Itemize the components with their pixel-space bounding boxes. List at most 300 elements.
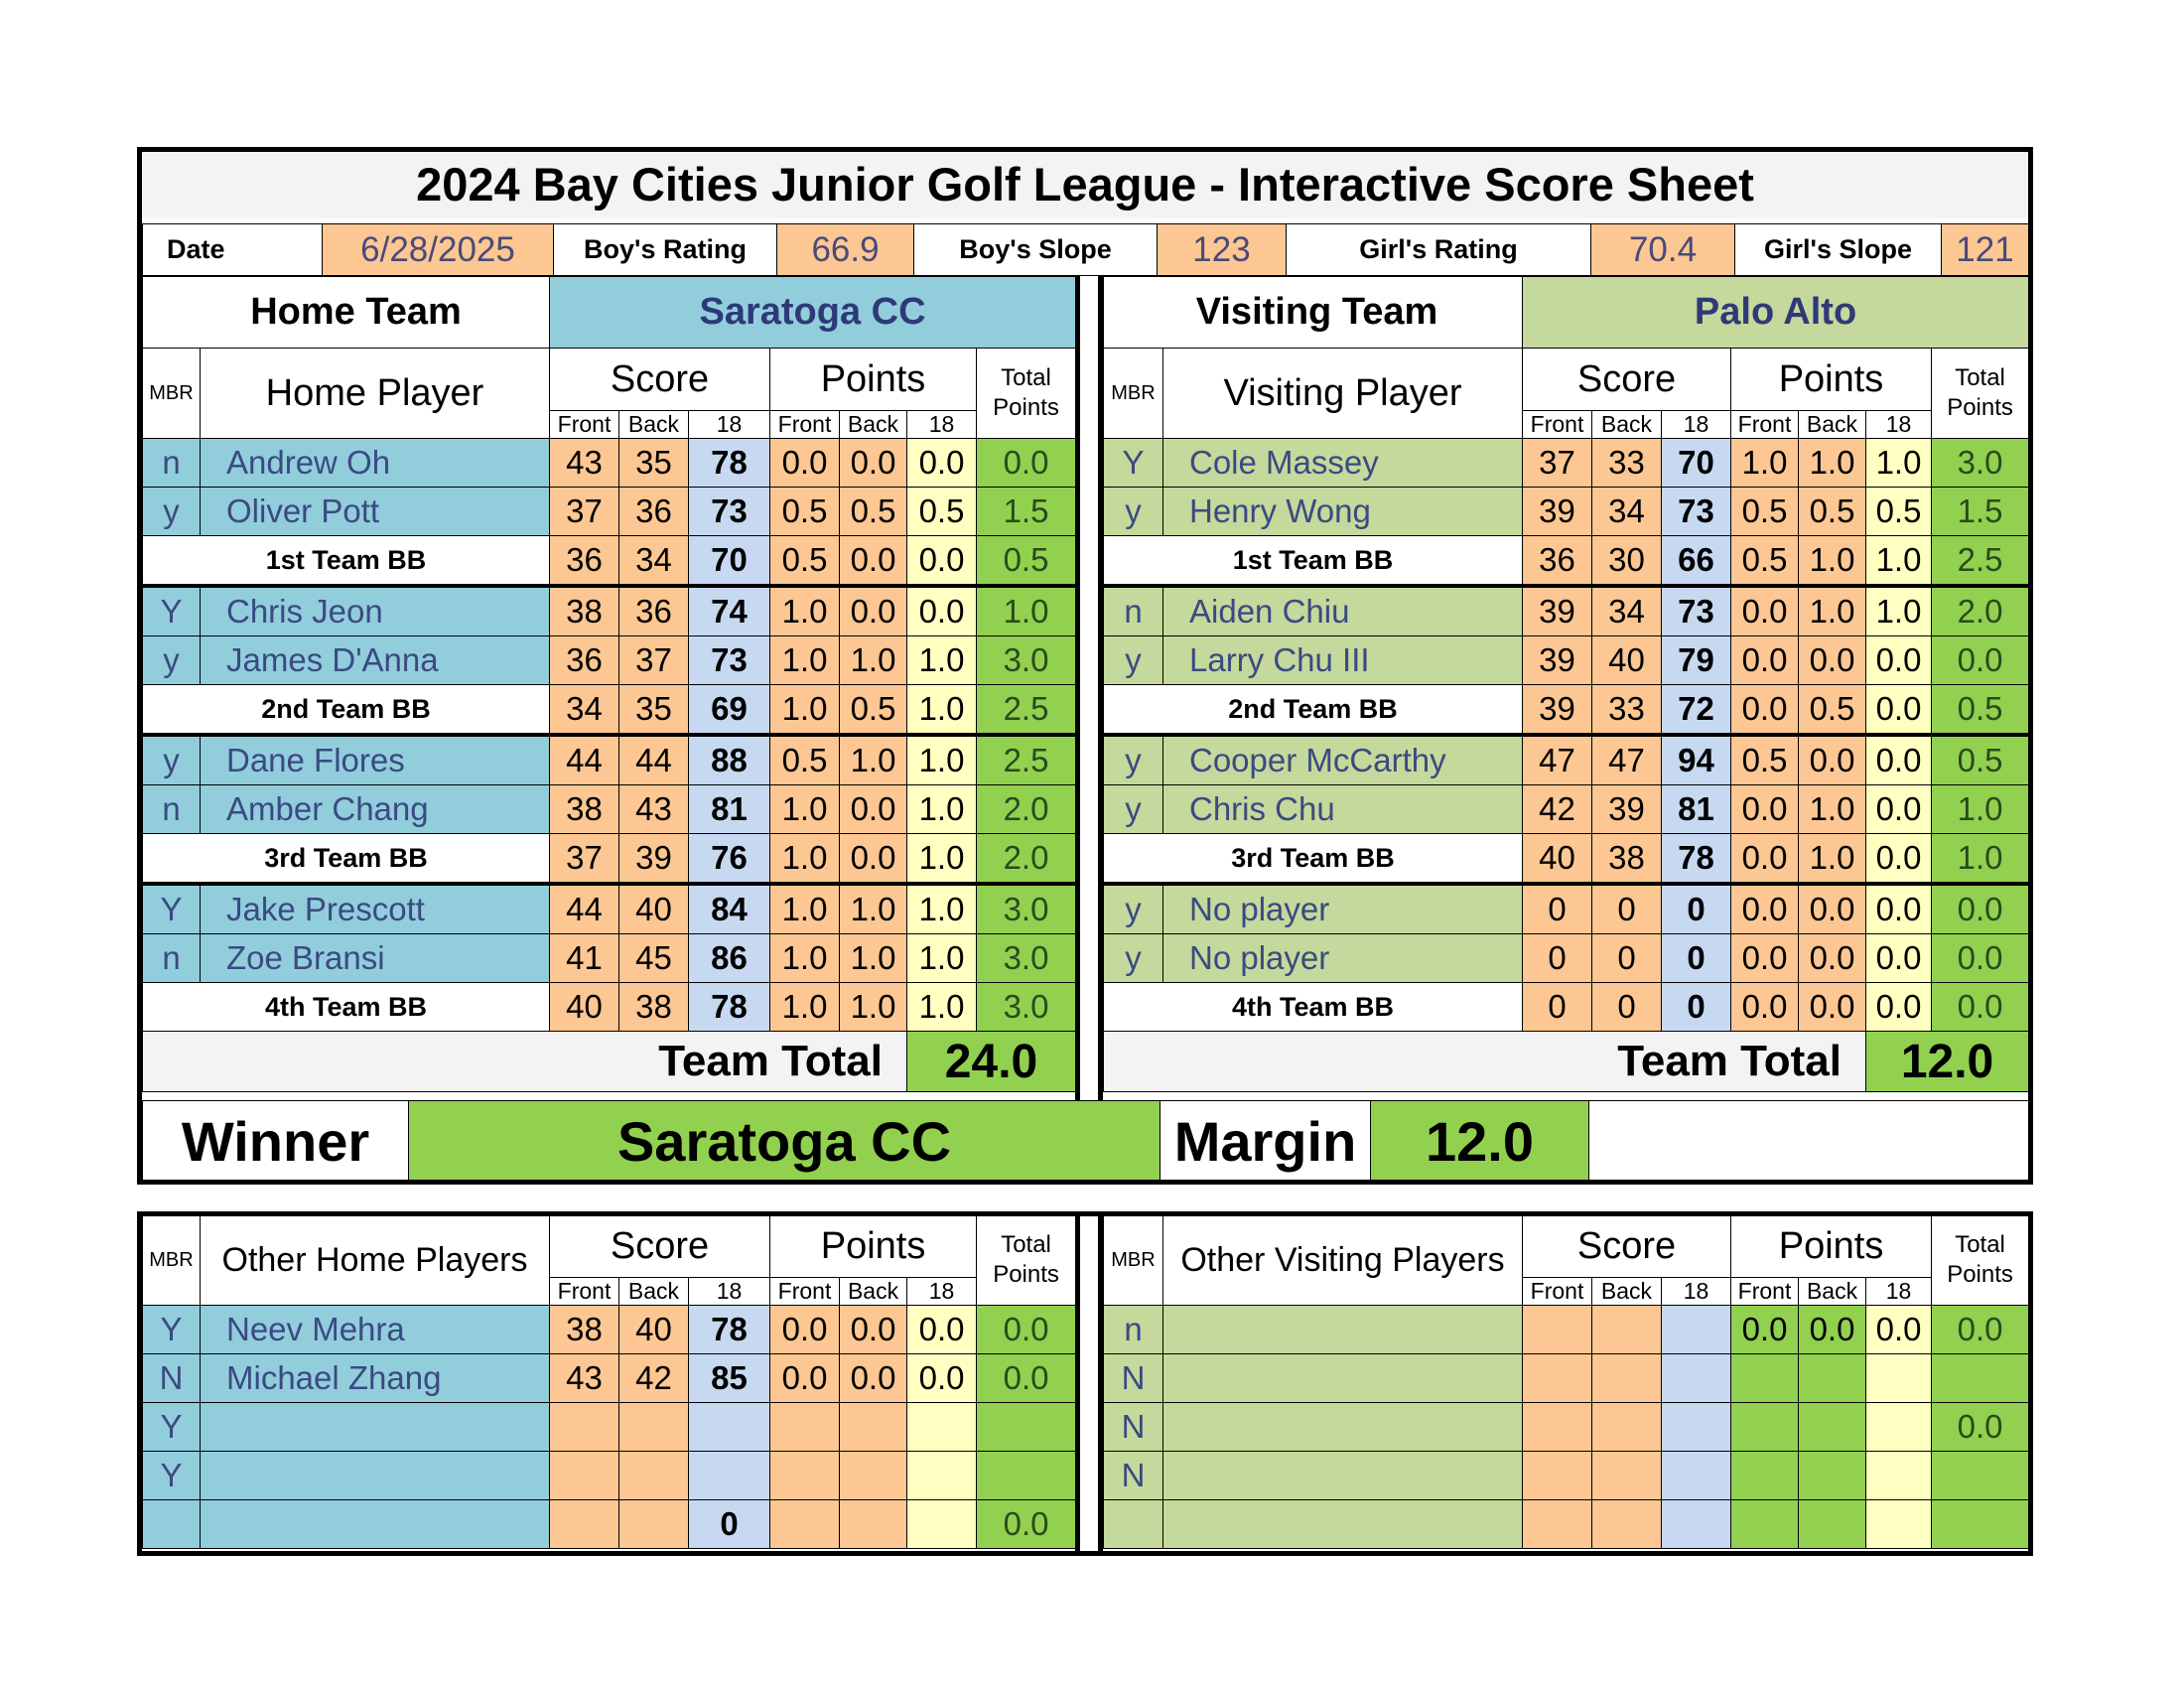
front-score-cell[interactable]: 44: [550, 735, 619, 785]
hole18-points-cell: [907, 1452, 977, 1500]
hole18-points-cell: [907, 1403, 977, 1452]
front-score-cell[interactable]: 40: [550, 983, 619, 1032]
back-points-cell: 1.0: [1799, 536, 1866, 587]
player-name-cell[interactable]: Cooper McCarthy: [1163, 735, 1523, 785]
hole18-points-cell: 0.0: [1866, 685, 1932, 736]
hole18-points-cell: 1.0: [907, 785, 977, 834]
mbr-cell[interactable]: n: [143, 439, 201, 488]
mbr-cell[interactable]: y: [1104, 785, 1163, 834]
front-header: Front: [1523, 1278, 1592, 1306]
total-points-cell: 3.0: [977, 983, 1076, 1032]
total-score-cell: [1662, 1306, 1731, 1354]
mbr-cell[interactable]: Y: [1104, 439, 1163, 488]
boys-slope-label: Boy's Slope: [914, 224, 1158, 276]
back-score-cell[interactable]: 34: [1592, 488, 1662, 536]
back-score-cell[interactable]: 0: [1592, 884, 1662, 934]
back-score-cell[interactable]: [619, 1500, 689, 1549]
team-best-ball-row: [143, 983, 1076, 1032]
back-score-cell[interactable]: [1592, 1306, 1662, 1354]
back-points-cell: [840, 1452, 907, 1500]
player-name-cell[interactable]: Chris Chu: [1163, 785, 1523, 834]
player-name-cell[interactable]: [201, 1500, 550, 1549]
player-row: [1104, 934, 2029, 983]
mbr-cell[interactable]: Y: [143, 1452, 201, 1500]
player-name-cell[interactable]: No player: [1163, 934, 1523, 983]
hole18-header: 18: [689, 411, 770, 439]
hole18-points-cell: 0.0: [907, 586, 977, 636]
front-points-cell: 0.0: [1731, 934, 1799, 983]
back-points-cell: 0.5: [1799, 685, 1866, 736]
total-score-cell: 66: [1662, 536, 1731, 587]
back-header: Back: [1799, 411, 1866, 439]
front-points-cell: 0.5: [1731, 536, 1799, 587]
total-score-cell: 0: [1662, 884, 1731, 934]
back-score-cell[interactable]: [1592, 1403, 1662, 1452]
team-best-ball-label: 4th Team BB: [143, 983, 550, 1032]
visiting-team-total: 12.0: [1866, 1032, 2029, 1092]
back-points-cell: [840, 1403, 907, 1452]
player-name-cell[interactable]: No player: [1163, 884, 1523, 934]
player-name-cell[interactable]: Dane Flores: [201, 735, 550, 785]
back-score-cell[interactable]: 36: [619, 488, 689, 536]
total-points-header: Total Points: [1932, 1215, 2029, 1306]
front-points-cell: 0.0: [770, 1306, 840, 1354]
front-score-cell[interactable]: 37: [550, 834, 619, 885]
front-header: Front: [550, 411, 619, 439]
mbr-cell[interactable]: n: [143, 785, 201, 834]
team-best-ball-row: [143, 536, 1076, 587]
hole18-points-cell: 0.0: [1866, 785, 1932, 834]
total-score-cell: [689, 1403, 770, 1452]
total-score-cell: [689, 1452, 770, 1500]
back-score-cell[interactable]: 0: [1592, 983, 1662, 1032]
front-points-cell: 0.0: [1731, 884, 1799, 934]
mbr-cell[interactable]: n: [1104, 1306, 1163, 1354]
total-score-cell: 0: [689, 1500, 770, 1549]
front-score-cell[interactable]: 0: [1523, 934, 1592, 983]
hole18-header: 18: [907, 411, 977, 439]
hole18-points-cell: 0.0: [1866, 636, 1932, 685]
player-name-cell[interactable]: James D'Anna: [201, 636, 550, 685]
mbr-cell[interactable]: Y: [143, 586, 201, 636]
front-header: Front: [1731, 411, 1799, 439]
back-points-cell: [1799, 1452, 1866, 1500]
total-points-cell: 0.0: [1932, 934, 2029, 983]
front-score-cell[interactable]: 38: [550, 586, 619, 636]
player-name-cell[interactable]: Henry Wong: [1163, 488, 1523, 536]
back-score-cell[interactable]: 47: [1592, 735, 1662, 785]
front-points-cell: 0.0: [770, 439, 840, 488]
total-points-cell: [1932, 1500, 2029, 1549]
front-score-cell[interactable]: 36: [1523, 536, 1592, 587]
hole18-header: 18: [1662, 1278, 1731, 1306]
other-home-players-header: Other Home Players: [201, 1215, 550, 1306]
total-score-cell: [1662, 1403, 1731, 1452]
player-name-cell[interactable]: Oliver Pott: [201, 488, 550, 536]
score-sheet-table: [139, 149, 2031, 218]
mbr-cell[interactable]: Y: [143, 1306, 201, 1354]
back-points-cell: 0.0: [840, 586, 907, 636]
score-header: Score: [550, 1215, 770, 1278]
winner-value: Saratoga CC: [409, 1101, 1160, 1182]
mbr-cell[interactable]: y: [1104, 735, 1163, 785]
total-points-cell: 3.0: [1932, 439, 2029, 488]
mbr-cell[interactable]: y: [1104, 488, 1163, 536]
back-score-cell[interactable]: 0: [1592, 934, 1662, 983]
back-score-cell[interactable]: 40: [619, 1306, 689, 1354]
hole18-points-cell: 1.0: [1866, 586, 1932, 636]
player-row: [143, 586, 1076, 636]
back-score-cell[interactable]: [1592, 1452, 1662, 1500]
front-score-cell[interactable]: 43: [550, 1354, 619, 1403]
back-score-cell[interactable]: 35: [619, 685, 689, 736]
total-score-cell: 73: [1662, 586, 1731, 636]
back-points-cell: [1799, 1403, 1866, 1452]
player-name-cell[interactable]: Aiden Chiu: [1163, 586, 1523, 636]
back-score-cell[interactable]: 39: [619, 834, 689, 885]
back-score-cell[interactable]: 34: [1592, 586, 1662, 636]
player-name-cell[interactable]: [1163, 1403, 1523, 1452]
back-score-cell[interactable]: 30: [1592, 536, 1662, 587]
player-name-cell[interactable]: [1163, 1500, 1523, 1549]
front-score-cell[interactable]: [550, 1403, 619, 1452]
back-score-cell[interactable]: 44: [619, 735, 689, 785]
total-points-cell: 2.0: [1932, 586, 2029, 636]
home-team-name[interactable]: Saratoga CC: [550, 277, 1076, 349]
team-best-ball-label: 2nd Team BB: [1104, 685, 1523, 736]
home-team-total-label: Team Total: [143, 1032, 907, 1092]
back-points-cell: 0.0: [840, 536, 907, 587]
back-points-cell: 0.0: [840, 834, 907, 885]
player-row: [1104, 1354, 2029, 1403]
total-points-header: Total Points: [1932, 349, 2029, 439]
mbr-cell[interactable]: y: [1104, 884, 1163, 934]
front-score-cell[interactable]: 39: [1523, 685, 1592, 736]
mbr-cell[interactable]: N: [1104, 1452, 1163, 1500]
player-row: [1104, 884, 2029, 934]
hole18-points-cell: 0.0: [1866, 884, 1932, 934]
back-score-cell[interactable]: 38: [1592, 834, 1662, 885]
mbr-cell[interactable]: y: [143, 735, 201, 785]
back-points-cell: 1.0: [840, 636, 907, 685]
total-points-cell: 2.0: [977, 785, 1076, 834]
total-points-cell: 2.5: [977, 735, 1076, 785]
total-points-cell: 0.5: [977, 536, 1076, 587]
home-team-total: 24.0: [907, 1032, 1076, 1092]
boys-slope-field[interactable]: 123: [1158, 224, 1287, 276]
points-header: Points: [770, 1215, 977, 1278]
front-score-cell[interactable]: 43: [550, 439, 619, 488]
home-team-label: Home Team: [143, 277, 550, 349]
total-points-cell: 0.0: [1932, 1306, 2029, 1354]
hole18-points-cell: 0.0: [907, 536, 977, 587]
player-name-cell[interactable]: Chris Jeon: [201, 586, 550, 636]
mbr-cell[interactable]: n: [143, 934, 201, 983]
player-row: [143, 1306, 1076, 1354]
back-score-cell[interactable]: 45: [619, 934, 689, 983]
front-header: Front: [770, 1278, 840, 1306]
visiting-team-total-label: Team Total: [1104, 1032, 1866, 1092]
team-best-ball-label: 1st Team BB: [1104, 536, 1523, 587]
front-score-cell[interactable]: [1523, 1306, 1592, 1354]
mbr-cell[interactable]: N: [1104, 1354, 1163, 1403]
total-score-cell: 81: [689, 785, 770, 834]
back-score-cell[interactable]: 40: [619, 884, 689, 934]
player-row: [1104, 1500, 2029, 1549]
front-score-cell[interactable]: 0: [1523, 884, 1592, 934]
lower-divider: [1075, 1214, 1103, 1553]
player-name-cell[interactable]: Cole Massey: [1163, 439, 1523, 488]
hole18-points-cell: 1.0: [907, 884, 977, 934]
front-score-cell[interactable]: 37: [550, 488, 619, 536]
total-points-cell: 2.5: [1932, 536, 2029, 587]
back-points-cell: 1.0: [1799, 439, 1866, 488]
mbr-cell[interactable]: N: [143, 1354, 201, 1403]
front-score-cell[interactable]: 41: [550, 934, 619, 983]
front-score-cell[interactable]: 47: [1523, 735, 1592, 785]
back-score-cell[interactable]: 37: [619, 636, 689, 685]
front-score-cell[interactable]: [1523, 1354, 1592, 1403]
back-score-cell[interactable]: 38: [619, 983, 689, 1032]
hole18-points-cell: 0.0: [907, 1306, 977, 1354]
total-score-cell: 0: [1662, 983, 1731, 1032]
player-name-cell[interactable]: Larry Chu III: [1163, 636, 1523, 685]
back-score-cell[interactable]: 34: [619, 536, 689, 587]
total-score-cell: 74: [689, 586, 770, 636]
team-best-ball-row: [143, 834, 1076, 885]
front-score-cell[interactable]: 36: [550, 636, 619, 685]
team-best-ball-label: 3rd Team BB: [1104, 834, 1523, 885]
front-score-cell[interactable]: 39: [1523, 488, 1592, 536]
back-points-cell: 0.0: [840, 439, 907, 488]
mbr-cell[interactable]: y: [143, 636, 201, 685]
total-score-cell: 88: [689, 735, 770, 785]
front-header: Front: [1523, 411, 1592, 439]
hole18-points-cell: 0.0: [1866, 1306, 1932, 1354]
home-team-table: [142, 276, 1076, 1092]
front-score-cell[interactable]: 34: [550, 685, 619, 736]
player-row: [143, 488, 1076, 536]
player-name-cell[interactable]: [1163, 1306, 1523, 1354]
player-name-cell[interactable]: [1163, 1354, 1523, 1403]
front-points-cell: 1.0: [770, 934, 840, 983]
front-points-cell: [1731, 1403, 1799, 1452]
hole18-points-cell: [907, 1500, 977, 1549]
hole18-points-cell: 1.0: [907, 636, 977, 685]
player-name-cell[interactable]: Michael Zhang: [201, 1354, 550, 1403]
total-points-cell: 3.0: [977, 934, 1076, 983]
player-name-cell[interactable]: Andrew Oh: [201, 439, 550, 488]
course-info-row: [142, 223, 2029, 276]
girls-slope-label: Girl's Slope: [1735, 224, 1942, 276]
front-points-cell: 1.0: [770, 636, 840, 685]
total-points-cell: 2.0: [977, 834, 1076, 885]
front-header: Front: [550, 1278, 619, 1306]
player-row: [143, 785, 1076, 834]
player-row: [143, 1452, 1076, 1500]
back-score-cell[interactable]: 35: [619, 439, 689, 488]
back-header: Back: [1799, 1278, 1866, 1306]
hole18-points-cell: 1.0: [1866, 439, 1932, 488]
back-points-cell: 0.0: [840, 1354, 907, 1403]
mbr-cell[interactable]: y: [143, 488, 201, 536]
total-points-cell: 0.0: [1932, 983, 2029, 1032]
back-points-cell: 0.0: [1799, 735, 1866, 785]
back-score-cell[interactable]: [1592, 1500, 1662, 1549]
front-points-cell: [1731, 1500, 1799, 1549]
total-points-cell: 3.0: [977, 884, 1076, 934]
player-name-cell[interactable]: [201, 1403, 550, 1452]
mbr-cell[interactable]: [1104, 1500, 1163, 1549]
total-points-cell: [977, 1452, 1076, 1500]
hole18-points-cell: 0.0: [907, 1354, 977, 1403]
player-name-cell[interactable]: [201, 1452, 550, 1500]
player-name-cell[interactable]: Jake Prescott: [201, 884, 550, 934]
back-score-cell[interactable]: 43: [619, 785, 689, 834]
front-score-cell[interactable]: [550, 1500, 619, 1549]
player-row: [143, 1403, 1076, 1452]
back-score-cell[interactable]: 36: [619, 586, 689, 636]
front-points-cell: 0.5: [770, 735, 840, 785]
front-score-cell[interactable]: 40: [1523, 834, 1592, 885]
total-points-cell: 0.5: [1932, 685, 2029, 736]
player-row: [143, 439, 1076, 488]
girls-slope-field[interactable]: 121: [1942, 224, 2029, 276]
front-score-cell[interactable]: 44: [550, 884, 619, 934]
player-name-cell[interactable]: [1163, 1452, 1523, 1500]
total-points-cell: [1932, 1452, 2029, 1500]
back-score-cell[interactable]: [619, 1403, 689, 1452]
hole18-header: 18: [907, 1278, 977, 1306]
back-header: Back: [619, 1278, 689, 1306]
mbr-cell[interactable]: N: [1104, 1403, 1163, 1452]
visiting-team-name[interactable]: Palo Alto: [1523, 277, 2029, 349]
front-score-cell[interactable]: 42: [1523, 785, 1592, 834]
mbr-cell[interactable]: Y: [143, 884, 201, 934]
back-score-cell[interactable]: 33: [1592, 439, 1662, 488]
back-score-cell[interactable]: 40: [1592, 636, 1662, 685]
points-header: Points: [770, 349, 977, 411]
front-points-cell: [770, 1452, 840, 1500]
back-points-cell: 0.5: [1799, 488, 1866, 536]
back-points-cell: 0.5: [840, 685, 907, 736]
mbr-cell[interactable]: [143, 1500, 201, 1549]
mbr-cell[interactable]: n: [1104, 586, 1163, 636]
points-header: Points: [1731, 1215, 1932, 1278]
mbr-cell[interactable]: y: [1104, 934, 1163, 983]
back-points-cell: 0.5: [840, 488, 907, 536]
front-points-cell: 0.0: [1731, 834, 1799, 885]
winner-row: [142, 1100, 2029, 1182]
mbr-cell[interactable]: Y: [143, 1403, 201, 1452]
player-row: [1104, 586, 2029, 636]
boys-rating-label: Boy's Rating: [554, 224, 777, 276]
back-score-cell[interactable]: [619, 1452, 689, 1500]
front-score-cell[interactable]: [550, 1452, 619, 1500]
back-score-cell[interactable]: 33: [1592, 685, 1662, 736]
total-points-cell: 0.0: [977, 1306, 1076, 1354]
front-score-cell[interactable]: 38: [550, 785, 619, 834]
back-score-cell[interactable]: [1592, 1354, 1662, 1403]
girls-rating-field[interactable]: 70.4: [1591, 224, 1735, 276]
hole18-points-cell: [1866, 1354, 1932, 1403]
hole18-points-cell: [1866, 1452, 1932, 1500]
player-name-cell[interactable]: Amber Chang: [201, 785, 550, 834]
front-score-cell[interactable]: 36: [550, 536, 619, 587]
front-score-cell[interactable]: 0: [1523, 983, 1592, 1032]
mbr-header: MBR: [1104, 349, 1163, 439]
front-points-cell: 1.0: [770, 685, 840, 736]
total-score-cell: 94: [1662, 735, 1731, 785]
middle-divider: [1075, 276, 1103, 1100]
player-row: [1104, 1306, 2029, 1354]
player-name-cell[interactable]: Neev Mehra: [201, 1306, 550, 1354]
back-points-cell: 1.0: [1799, 834, 1866, 885]
front-points-cell: 1.0: [770, 983, 840, 1032]
back-points-cell: [1799, 1354, 1866, 1403]
hole18-points-cell: 0.0: [1866, 983, 1932, 1032]
blank-cell: [1589, 1101, 2029, 1182]
front-score-cell[interactable]: [1523, 1452, 1592, 1500]
hole18-header: 18: [1866, 1278, 1932, 1306]
boys-rating-field[interactable]: 66.9: [777, 224, 914, 276]
team-best-ball-label: 2nd Team BB: [143, 685, 550, 736]
mbr-header: MBR: [1104, 1215, 1163, 1306]
front-score-cell[interactable]: 39: [1523, 586, 1592, 636]
total-points-cell: 1.5: [1932, 488, 2029, 536]
back-points-cell: [1799, 1500, 1866, 1549]
back-points-cell: 1.0: [840, 934, 907, 983]
total-points-cell: 0.0: [977, 1354, 1076, 1403]
team-best-ball-row: [143, 685, 1076, 736]
player-row: [143, 636, 1076, 685]
front-score-cell[interactable]: [1523, 1500, 1592, 1549]
back-score-cell[interactable]: 42: [619, 1354, 689, 1403]
front-score-cell[interactable]: 39: [1523, 636, 1592, 685]
date-field[interactable]: 6/28/2025: [323, 224, 554, 276]
back-score-cell[interactable]: 39: [1592, 785, 1662, 834]
total-points-cell: 0.0: [1932, 636, 2029, 685]
total-score-cell: 72: [1662, 685, 1731, 736]
player-row: [143, 735, 1076, 785]
points-header: Points: [1731, 349, 1932, 411]
total-score-cell: 85: [689, 1354, 770, 1403]
total-points-cell: 0.0: [977, 439, 1076, 488]
back-points-cell: 1.0: [840, 735, 907, 785]
total-score-cell: [1662, 1354, 1731, 1403]
total-score-cell: 78: [1662, 834, 1731, 885]
other-home-players-table: [142, 1214, 1076, 1549]
mbr-cell[interactable]: y: [1104, 636, 1163, 685]
back-points-cell: 0.0: [1799, 884, 1866, 934]
front-points-cell: 0.5: [770, 488, 840, 536]
front-points-cell: 0.5: [770, 536, 840, 587]
hole18-points-cell: 1.0: [907, 735, 977, 785]
other-visiting-players-header: Other Visiting Players: [1163, 1215, 1523, 1306]
margin-value: 12.0: [1371, 1101, 1589, 1182]
score-header: Score: [550, 349, 770, 411]
front-points-cell: 1.0: [770, 884, 840, 934]
total-score-cell: 73: [689, 488, 770, 536]
mbr-header: MBR: [143, 349, 201, 439]
front-score-cell[interactable]: [1523, 1403, 1592, 1452]
total-points-cell: 1.0: [977, 586, 1076, 636]
total-score-cell: 70: [689, 536, 770, 587]
player-name-cell[interactable]: Zoe Bransi: [201, 934, 550, 983]
player-row: [1104, 636, 2029, 685]
front-score-cell[interactable]: 38: [550, 1306, 619, 1354]
front-score-cell[interactable]: 37: [1523, 439, 1592, 488]
